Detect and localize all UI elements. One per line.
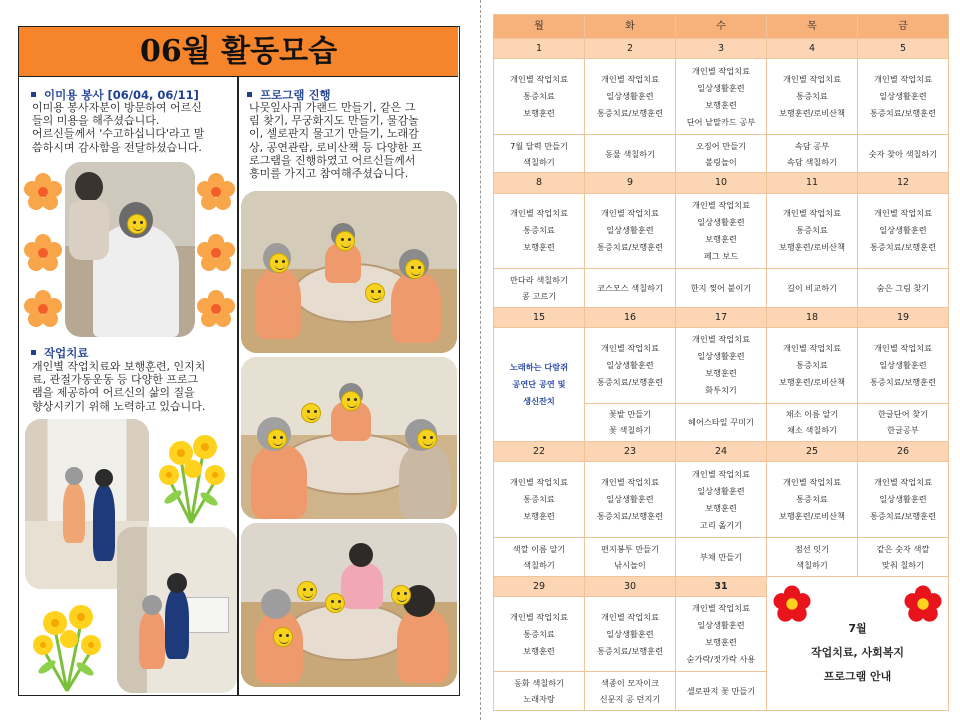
cell-line: 낚시놀이 bbox=[614, 559, 646, 570]
cell-line: 개인별 작업치료 bbox=[874, 208, 932, 219]
cell-line: 같은 숫자 색깔 bbox=[876, 543, 930, 554]
column-divider bbox=[237, 77, 239, 695]
cell-line: 동물 색칠하기 bbox=[604, 148, 656, 159]
notice-line: 작업치료, 사회복지 bbox=[810, 646, 904, 660]
weekday-wed: 수 bbox=[676, 15, 767, 39]
smiley-face-icon bbox=[269, 253, 289, 273]
date-cell: 23 bbox=[585, 442, 676, 462]
smiley-face-icon bbox=[417, 429, 437, 449]
cell-line: 일상생활훈련 bbox=[697, 351, 745, 362]
cell-line: 개인별 작업치료 bbox=[510, 477, 568, 488]
orange-blossom-icon bbox=[196, 289, 236, 329]
date-cell: 8 bbox=[494, 173, 585, 193]
program-cell bbox=[494, 59, 585, 135]
date-cell: 4 bbox=[767, 39, 858, 59]
program-cell bbox=[494, 596, 585, 672]
notice-month: 7월 bbox=[848, 622, 867, 636]
cell-line: 만다라 색칠하기 bbox=[510, 275, 568, 286]
cell-line: 노래자랑 bbox=[523, 694, 555, 705]
date-row bbox=[494, 39, 949, 59]
bullet-icon bbox=[31, 350, 36, 355]
cell-line: 색종이 모자이크 bbox=[601, 678, 659, 689]
smiley-face-icon bbox=[273, 627, 293, 647]
date-cell: 19 bbox=[858, 307, 949, 327]
program-cell bbox=[676, 327, 767, 403]
program-cell bbox=[767, 327, 858, 403]
bullet-icon bbox=[31, 92, 36, 97]
date-cell: 9 bbox=[585, 173, 676, 193]
weekday-header-row bbox=[494, 15, 949, 39]
date-row bbox=[494, 307, 949, 327]
activity-panel bbox=[18, 26, 460, 696]
cell-line: 색칠하기 bbox=[523, 156, 555, 167]
red-flower-icon bbox=[773, 585, 811, 623]
activity-cell bbox=[585, 403, 676, 441]
cell-line: 보행훈련 bbox=[523, 108, 555, 119]
date-cell: 2 bbox=[585, 39, 676, 59]
cell-line: 색깔 이름 알기 bbox=[512, 543, 566, 554]
cell-line: 개인별 작업치료 bbox=[874, 477, 932, 488]
cell-line: 일상생활훈련 bbox=[879, 494, 927, 505]
activity-row bbox=[494, 269, 949, 307]
program-cell bbox=[676, 59, 767, 135]
cell-line: 개인별 작업치료 bbox=[783, 208, 841, 219]
cell-line: 공연단 공연 및 bbox=[512, 379, 566, 390]
cell-line: 개인별 작업치료 bbox=[783, 74, 841, 85]
cell-line: 통증치료 bbox=[523, 494, 555, 505]
program-row bbox=[494, 193, 949, 269]
cell-line: 보행훈련/로비산책 bbox=[778, 108, 846, 119]
cell-line: 보행훈련/로비산책 bbox=[778, 242, 846, 253]
program-row bbox=[494, 462, 949, 538]
fold-line bbox=[480, 0, 481, 720]
special-event-cell bbox=[494, 327, 585, 441]
smiley-face-icon bbox=[365, 283, 385, 303]
cell-line: 통증치료 bbox=[796, 359, 828, 370]
date-cell: 10 bbox=[676, 173, 767, 193]
activity-row bbox=[494, 538, 949, 576]
photo-program-activity-1 bbox=[241, 191, 457, 353]
cell-line: 고리 옮기기 bbox=[699, 519, 743, 530]
cell-line: 색칠하기 bbox=[796, 559, 828, 570]
cell-line: 보행훈련 bbox=[705, 502, 737, 513]
activity-cell bbox=[767, 538, 858, 576]
program-cell bbox=[767, 59, 858, 135]
program-cell bbox=[858, 462, 949, 538]
cell-line: 통증치료/보행훈련 bbox=[596, 511, 664, 522]
cell-line: 통증치료/보행훈련 bbox=[596, 242, 664, 253]
smiley-face-icon bbox=[267, 429, 287, 449]
cell-line: 개인별 작업치료 bbox=[601, 342, 659, 353]
cell-line: 길이 비교하기 bbox=[786, 283, 838, 294]
cell-line: 보행훈련 bbox=[705, 368, 737, 379]
weekday-mon: 월 bbox=[494, 15, 585, 39]
date-cell: 30 bbox=[585, 576, 676, 596]
date-cell: 24 bbox=[676, 442, 767, 462]
activity-cell bbox=[676, 672, 767, 711]
activity-cell bbox=[494, 672, 585, 711]
cell-line: 통증치료 bbox=[523, 628, 555, 639]
cell-line: 개인별 작업치료 bbox=[601, 477, 659, 488]
cell-line: 일상생활훈련 bbox=[697, 82, 745, 93]
date-cell: 11 bbox=[767, 173, 858, 193]
cell-line: 통증치료/보행훈련 bbox=[869, 511, 937, 522]
cell-line: 동화 색칠하기 bbox=[513, 678, 565, 689]
activity-cell bbox=[858, 269, 949, 307]
cell-line: 개인별 작업치료 bbox=[692, 468, 750, 479]
cell-line: 숫자 찾아 색칠하기 bbox=[868, 148, 938, 159]
cell-line: 통증치료 bbox=[796, 91, 828, 102]
activity-row bbox=[494, 134, 949, 172]
cell-line: 속담 공부 bbox=[794, 140, 830, 151]
program-calendar bbox=[493, 14, 949, 711]
cell-line: 숨은 그림 찾기 bbox=[876, 283, 930, 294]
orange-blossom-icon bbox=[196, 233, 236, 273]
cell-line: 한지 찢어 붙이기 bbox=[690, 283, 752, 294]
program-cell bbox=[585, 596, 676, 672]
activity-cell bbox=[676, 538, 767, 576]
activity-cell bbox=[767, 403, 858, 441]
activity-cell bbox=[858, 403, 949, 441]
weekday-tue: 화 bbox=[585, 15, 676, 39]
cell-line: 보행훈련/로비산책 bbox=[778, 376, 846, 387]
orange-blossom-icon bbox=[23, 172, 63, 212]
orange-blossom-icon bbox=[23, 233, 63, 273]
cell-line: 편지봉투 만들기 bbox=[601, 543, 659, 554]
program-cell bbox=[858, 59, 949, 135]
date-row bbox=[494, 576, 949, 596]
activity-cell bbox=[767, 134, 858, 172]
cell-line: 점선 잇기 bbox=[794, 543, 830, 554]
cell-line: 통증치료 bbox=[796, 494, 828, 505]
smiley-face-icon bbox=[391, 585, 411, 605]
yellow-flower-bouquet-icon bbox=[151, 419, 231, 527]
cell-line: 개인별 작업치료 bbox=[692, 334, 750, 345]
cell-line: 개인별 작업치료 bbox=[601, 74, 659, 85]
cell-line: 코스모스 색칠하기 bbox=[597, 283, 663, 294]
activity-cell bbox=[494, 269, 585, 307]
cell-line: 보행훈련 bbox=[705, 637, 737, 648]
date-cell: 26 bbox=[858, 442, 949, 462]
cell-line: 꽃밭 만들기 bbox=[608, 409, 652, 420]
cell-line: 오징어 만들기 bbox=[695, 140, 747, 151]
smiley-face-icon bbox=[297, 581, 317, 601]
date-cell: 18 bbox=[767, 307, 858, 327]
cell-line: 보행훈련 bbox=[523, 242, 555, 253]
cell-line: 통증치료/보행훈련 bbox=[596, 376, 664, 387]
date-cell: 31 bbox=[676, 576, 767, 596]
section-title-beauty: 이미용 봉사 [06/04, 06/11] bbox=[31, 87, 199, 103]
cell-line: 보행훈련 bbox=[705, 233, 737, 244]
program-cell bbox=[858, 327, 949, 403]
weekday-thu: 목 bbox=[767, 15, 858, 39]
program-cell bbox=[858, 193, 949, 269]
cell-line: 일상생활훈련 bbox=[606, 91, 654, 102]
program-cell bbox=[585, 59, 676, 135]
cell-line: 개인별 작업치료 bbox=[783, 477, 841, 488]
program-cell bbox=[676, 596, 767, 672]
photo-program-activity-2 bbox=[241, 357, 457, 519]
smiley-face-icon bbox=[341, 391, 361, 411]
smiley-face-icon bbox=[301, 403, 321, 423]
program-cell bbox=[767, 462, 858, 538]
cell-line: 개인별 작업치료 bbox=[510, 611, 568, 622]
cell-line: 화투치기 bbox=[705, 385, 737, 396]
program-cell bbox=[676, 462, 767, 538]
cell-line: 통증치료/보행훈련 bbox=[596, 645, 664, 656]
weekday-fri: 금 bbox=[858, 15, 949, 39]
cell-line: 색칠하기 bbox=[523, 559, 555, 570]
date-cell: 25 bbox=[767, 442, 858, 462]
cell-line: 통증치료 bbox=[523, 225, 555, 236]
date-cell: 15 bbox=[494, 307, 585, 327]
cell-line: 보행훈련/로비산책 bbox=[778, 511, 846, 522]
smiley-face-icon bbox=[325, 593, 345, 613]
cell-line: 일상생활훈련 bbox=[606, 359, 654, 370]
program-row bbox=[494, 327, 949, 403]
program-cell bbox=[494, 462, 585, 538]
date-cell: 1 bbox=[494, 39, 585, 59]
cell-line: 일상생활훈련 bbox=[606, 225, 654, 236]
cell-line: 개인별 작업치료 bbox=[601, 611, 659, 622]
activity-cell bbox=[585, 538, 676, 576]
cell-line: 통증치료/보행훈련 bbox=[596, 108, 664, 119]
date-cell: 17 bbox=[676, 307, 767, 327]
activity-cell bbox=[585, 269, 676, 307]
date-cell: 5 bbox=[858, 39, 949, 59]
cell-line: 일상생활훈련 bbox=[606, 494, 654, 505]
cell-line: 일상생활훈련 bbox=[879, 91, 927, 102]
orange-blossom-icon bbox=[196, 172, 236, 212]
activity-cell bbox=[858, 538, 949, 576]
cell-line: 노래하는 다람쥐 bbox=[509, 362, 569, 373]
program-cell bbox=[585, 327, 676, 403]
cell-line: 보행훈련 bbox=[523, 511, 555, 522]
smiley-face-icon bbox=[335, 231, 355, 251]
cell-line: 개인별 작업치료 bbox=[692, 603, 750, 614]
photo-program-activity-3 bbox=[241, 523, 457, 687]
section-body-programs: 나뭇잎사귀 가랜드 만들기, 같은 그 림 찾기, 무궁화지도 만들기, 물감놀 이, 셀로판지 물고기 만들기, 노래감 상, 공연관람, 로비산책 등 다양한 프 로그램을 진행하였고 어르신들께서 흥미를 가지고 참여해주셨습니다. bbox=[249, 101, 423, 181]
cell-line: 보행훈련 bbox=[705, 99, 737, 110]
orange-blossom-icon bbox=[23, 289, 63, 329]
cell-line: 꽃 색칠하기 bbox=[608, 425, 652, 436]
cell-line: 단어 낱말카드 공부 bbox=[686, 116, 756, 127]
activity-cell bbox=[767, 269, 858, 307]
photo-haircut bbox=[65, 162, 195, 337]
activity-cell bbox=[676, 403, 767, 441]
photo-daily-living-training bbox=[117, 527, 237, 693]
cell-line: 통증치료 bbox=[523, 91, 555, 102]
activity-cell bbox=[676, 269, 767, 307]
cell-line: 보행훈련 bbox=[523, 645, 555, 656]
program-cell bbox=[585, 193, 676, 269]
july-notice-cell bbox=[767, 576, 949, 711]
section-body-therapy: 개인별 작업치료와 보행훈련, 인지치 료, 관절가동운동 등 다양한 프로그 램을 제공하여 어르신의 삶의 질을 향상시키기 위해 노력하고 있습니다. bbox=[32, 360, 206, 413]
date-cell: 22 bbox=[494, 442, 585, 462]
cell-line: 일상생활훈련 bbox=[697, 216, 745, 227]
yellow-flower-bouquet-icon bbox=[25, 591, 109, 695]
cell-line: 개인별 작업치료 bbox=[601, 208, 659, 219]
cell-line: 개인별 작업치료 bbox=[783, 342, 841, 353]
activity-cell bbox=[585, 672, 676, 711]
cell-line: 통증치료 bbox=[796, 225, 828, 236]
date-cell: 3 bbox=[676, 39, 767, 59]
cell-line: 통증치료/보행훈련 bbox=[869, 376, 937, 387]
date-row bbox=[494, 173, 949, 193]
cell-line: 채소 색칠하기 bbox=[786, 425, 838, 436]
notice-line: 프로그램 안내 bbox=[823, 670, 892, 684]
program-cell bbox=[676, 193, 767, 269]
program-cell bbox=[494, 193, 585, 269]
cell-line: 개인별 작업치료 bbox=[692, 199, 750, 210]
section-title-therapy: 작업치료 bbox=[31, 345, 88, 361]
cell-line: 일상생활훈련 bbox=[606, 628, 654, 639]
activity-cell bbox=[858, 134, 949, 172]
cell-line: 숟가락/젓가락 사용 bbox=[686, 654, 756, 665]
cell-line: 페그 보드 bbox=[703, 250, 739, 261]
cell-line: 개인별 작업치료 bbox=[510, 208, 568, 219]
date-cell: 29 bbox=[494, 576, 585, 596]
activity-cell bbox=[494, 134, 585, 172]
cell-line: 개인별 작업치료 bbox=[874, 342, 932, 353]
cell-line: 헤어스타일 꾸미기 bbox=[688, 417, 754, 428]
cell-line: 한글공부 bbox=[887, 425, 919, 436]
cell-line: 부채 만들기 bbox=[699, 551, 743, 562]
activity-cell bbox=[585, 134, 676, 172]
cell-line: 한글단어 찾기 bbox=[877, 409, 929, 420]
cell-line: 볼링놀이 bbox=[705, 156, 737, 167]
page-title: 06월 활동모습 bbox=[19, 27, 458, 77]
date-cell: 16 bbox=[585, 307, 676, 327]
program-cell bbox=[767, 193, 858, 269]
program-row bbox=[494, 59, 949, 135]
activity-cell bbox=[494, 538, 585, 576]
program-cell bbox=[585, 462, 676, 538]
cell-line: 일상생활훈련 bbox=[697, 485, 745, 496]
smiley-face-icon bbox=[405, 259, 425, 279]
cell-line: 통증치료/보행훈련 bbox=[869, 242, 937, 253]
bullet-icon bbox=[247, 92, 252, 97]
cell-line: 개인별 작업치료 bbox=[510, 74, 568, 85]
cell-line: 맞춰 칠하기 bbox=[881, 559, 925, 570]
cell-line: 신문지 공 던지기 bbox=[599, 694, 661, 705]
date-row bbox=[494, 442, 949, 462]
section-title-programs: 프로그램 진행 bbox=[247, 87, 331, 103]
red-flower-icon bbox=[904, 585, 942, 623]
activity-cell bbox=[676, 134, 767, 172]
smiley-face-icon bbox=[127, 214, 147, 234]
cell-line: 셀로판지 꽃 만들기 bbox=[686, 686, 756, 697]
cell-line: 속담 색칠하기 bbox=[786, 156, 838, 167]
cell-line: 개인별 작업치료 bbox=[874, 74, 932, 85]
cell-line: 일상생활훈련 bbox=[697, 620, 745, 631]
cell-line: 개인별 작업치료 bbox=[692, 65, 750, 76]
cell-line: 일상생활훈련 bbox=[879, 359, 927, 370]
cell-line: 7월 달력 만들기 bbox=[510, 140, 568, 151]
cell-line: 채소 이름 알기 bbox=[785, 409, 839, 420]
section-body-beauty: 이미용 봉사자분이 방문하여 어르신 들의 미용을 해주셨습니다. 어르신들께서 '수고하십니다'라고 말 씀하시며 감사함을 전달하셨습니다. bbox=[32, 101, 205, 154]
date-cell: 12 bbox=[858, 173, 949, 193]
cell-line: 통증치료/보행훈련 bbox=[869, 108, 937, 119]
cell-line: 생신잔치 bbox=[523, 396, 555, 407]
cell-line: 일상생활훈련 bbox=[879, 225, 927, 236]
cell-line: 콩 고르기 bbox=[521, 291, 557, 302]
